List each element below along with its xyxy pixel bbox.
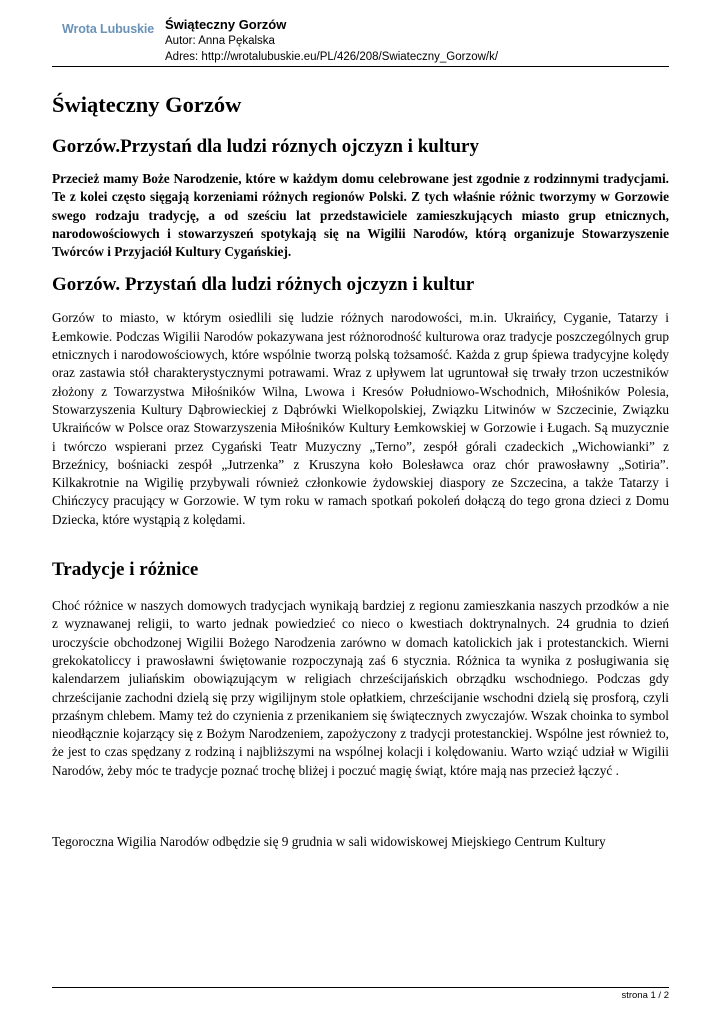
header-title: Świąteczny Gorzów [165,17,287,32]
paragraph-2: Choć różnice w naszych domowych tradycjach wynikają bardziej z regionu zamieszkania naszych przodków a nie z wyznawanej religii, to warto jednak powiedzieć co nieco o kwestiach doktrynalnych. 24 grudnia to dzień uroczyście obchodzonej Wigilii Bożego Narodzenia zarówno w domach katolickich jak i protestanckich. Wierni grekokatoliccy i prawosławni świętowanie rozpoczynają zaś 6 stycznia. Różnica ta wynika z posługiwania się kalendarzem juliańskim obowiązującym w religiach chrześcijańskich obrządku wschodniego. Podczas gdy chrześcijanie zachodni dzielą się przy wigilijnym stole opłatkiem, chrześcijanie wschodni dzielą się prosforą, czyli przaśnym chlebem. Mamy też do czynienia z przenikaniem się świątecznych zwyczajów. Wszak choinka to symbol nieodłącznie kojarzący się z Bożym Narodzeniem, zapożyczony z tradycji protestanckiej. Wspólne jest również to, że jest to czas spędzany z rodziną i najbliższymi na wspólnej kolacji i kolędowaniu. Warto wziąć udział w Wigilii Narodów, żeby móc te tradycje poznać trochę bliżej i poczuć magię świąt, które mają nas przecież łączyć . [52,598,669,778]
paragraph-1: Gorzów to miasto, w którym osiedlili się ludzie różnych narodowości, m.in. Ukraińcy, Cyganie, Tatarzy i Łemkowie. Podczas Wigilii Narodów pokazywana jest różnorodność kulturowa oraz tradycje poszczególnych grup etnicznych i narodowościowych, które wspólnie tworzą polską tożsamość. Każda z grup śpiewa tradycyjne kolędy oraz zastawia stół charakterystycznymi potrawami. Wraz z upływem lat ugruntował się trwały trzon uczestników złożony z Towarzystwa Miłośników Wilna, Lwowa i Kresów Południowo-Wschodnich, Miłośników Polesia, Stowarzyszenia Kultury Dąbrowieckiej z Dąbrówki Wielkopolskiej, Związku Litwinów w Szczecinie, Związku Ukraińców w Polsce oraz Stowarzyszenia Miłośników Kultury Łemkowskiej w Gorzowie i Ługach. Są muzycznie i twórczo wspierani przez Cygański Teatr Muzyczny „Terno”, zespół górali czadeckich „Wichowianki” z Brzeźnicy, bośniacki zespół „Jutrzenka” z Kruszyna koło Bolesławca oraz chór prawosławny „Sotiria”. Kilkakrotnie na Wigilię przybywali również członkowie żydowskiej diaspory ze Szczecina, a także Tatarzy i Chińczycy pracujący w Gorzowie. W tym roku w ramach spotkań pokoleń dołączą do tego grona dzieci z Domu Dziecka, które wystąpią z kolędami. [52,310,669,527]
article-body [52,90,669,851]
page-number: strona 1 / 2 [621,990,669,1001]
section-heading-1: Gorzów.Przystań dla ludzi róznych ojczyzn i kultury [52,136,479,157]
section-heading-3: Tradycje i różnice [52,559,199,581]
header-address: Adres: http://wrotalubuskie.eu/PL/426/208/Swiateczny_Gorzow/k/ [165,51,499,63]
header-author: Autor: Anna Pękalska [165,35,275,47]
paragraph-3: Tegoroczna Wigilia Narodów odbędzie się 9 grudnia w sali widowiskowej Miejskiego Centrum Kultury [52,834,606,850]
article-lead: Przecież mamy Boże Narodzenie, które w każdym domu celebrowane jest zgodnie z rodzinnymi tradycjami. Te z kolei często sięgają korzeniami różnych regionów Polski. Z tych właśnie różnic tworzymy w Gorzowie swego rodzaju tradycję, a od sześciu lat przedstawiciele zamieszkujących miasto grup etnicznych, narodowościowych i stowarzyszeń spotykają się na Wigilii Narodów, którą organizuje Stowarzyszenie Twórców i Przyjaciół Kultury Cygańskiej. [52,171,669,260]
footer-divider [52,987,669,988]
header-divider [52,66,669,67]
header-meta [165,17,498,65]
section-heading-2: Gorzów. Przystań dla ludzi różnych ojczyzn i kultur [52,274,475,296]
site-logo: Wrota Lubuskie [62,22,155,36]
article-title: Świąteczny Gorzów [52,92,242,117]
page-header [0,0,725,75]
